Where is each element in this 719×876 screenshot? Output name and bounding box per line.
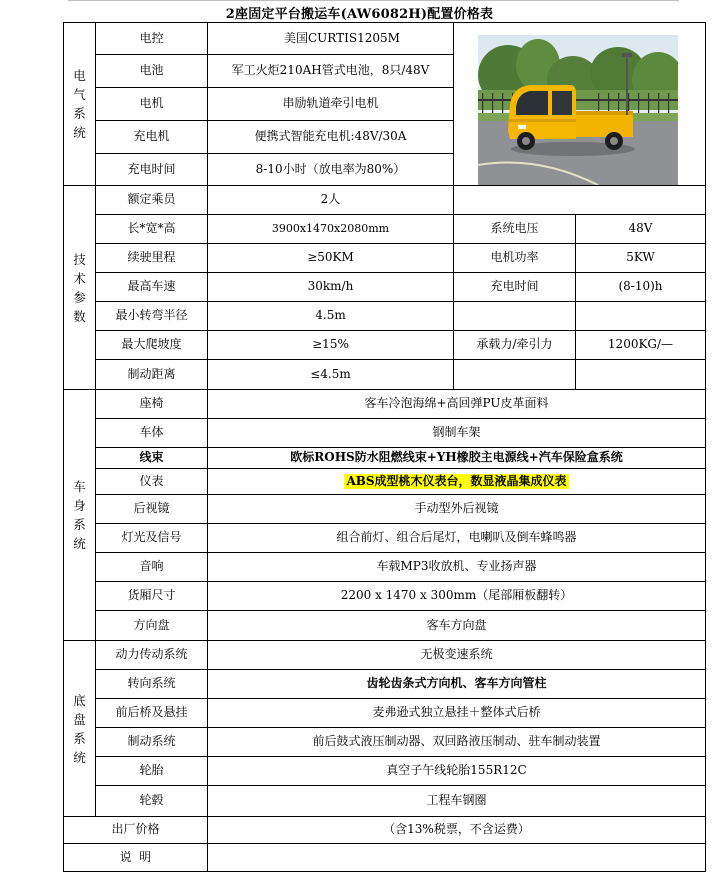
value-instrument-cell bbox=[207, 468, 706, 495]
value-factory-price: （含13%税票，不含运费） bbox=[207, 816, 706, 844]
value-mirror: 手动型外后视镜 bbox=[207, 494, 706, 524]
value-audio: 车载MP3收放机、专业扬声器 bbox=[207, 552, 706, 582]
section-char: 统 bbox=[73, 749, 86, 765]
section-char: 气 bbox=[73, 87, 86, 102]
section-char: 统 bbox=[73, 125, 86, 140]
label-braking-distance: 制动距离 bbox=[95, 359, 208, 390]
section-char: 电 bbox=[73, 68, 86, 83]
label-frame: 车体 bbox=[95, 418, 208, 448]
label-charge-time: 充电时间 bbox=[95, 153, 208, 186]
vehicle-photo bbox=[478, 35, 678, 185]
section-char: 技 bbox=[73, 251, 86, 267]
label-motor-power: 电机功率 bbox=[453, 243, 576, 273]
label-audio: 音响 bbox=[95, 552, 208, 582]
label-lights: 灯光及信号 bbox=[95, 523, 208, 553]
empty-cell bbox=[575, 301, 706, 331]
value-steering-wheel: 客车方向盘 bbox=[207, 610, 706, 641]
label-cargo-size: 货厢尺寸 bbox=[95, 581, 208, 611]
value-turning-radius: 4.5m bbox=[207, 301, 454, 331]
label-battery: 电池 bbox=[95, 54, 208, 88]
label-load-capacity: 承载力/牵引力 bbox=[453, 330, 576, 360]
label-controller: 电控 bbox=[95, 22, 208, 55]
value-range: ≥50KM bbox=[207, 243, 454, 273]
value-charge-time-2: (8-10)h bbox=[575, 272, 706, 302]
value-braking-distance: ≤4.5m bbox=[207, 359, 454, 390]
label-steering-system: 转向系统 bbox=[95, 669, 208, 699]
value-instrument: ABS成型桃木仪表台，数显液晶集成仪表 bbox=[346, 473, 567, 488]
top-rule bbox=[68, 0, 679, 1]
value-rated-passengers: 2人 bbox=[207, 185, 454, 215]
section-body bbox=[63, 389, 96, 641]
section-char: 系 bbox=[73, 106, 86, 121]
section-char: 身 bbox=[73, 498, 86, 513]
section-char: 系 bbox=[73, 517, 86, 532]
section-char: 统 bbox=[73, 536, 86, 551]
section-chassis bbox=[63, 640, 96, 817]
empty-cell bbox=[453, 301, 576, 331]
value-cargo-size: 2200 x 1470 x 300mm（尾部厢板翻转） bbox=[207, 581, 706, 611]
label-wiring: 线束 bbox=[95, 447, 208, 469]
section-char: 系 bbox=[73, 730, 86, 746]
value-system-voltage: 48V bbox=[575, 214, 706, 244]
section-technical bbox=[63, 185, 96, 390]
label-top-speed: 最高车速 bbox=[95, 272, 208, 302]
section-char: 术 bbox=[73, 270, 86, 286]
empty-cell bbox=[453, 185, 706, 215]
label-brake-system: 制动系统 bbox=[95, 727, 208, 757]
label-seat: 座椅 bbox=[95, 389, 208, 419]
value-wheel-hub: 工程车钢圈 bbox=[207, 785, 706, 817]
value-wiring: 欧标ROHS防水阻燃线束+YH橡胶主电源线+汽车保险盒系统 bbox=[207, 447, 706, 469]
value-brake-system: 前后鼓式液压制动器、双回路液压制动、驻车制动装置 bbox=[207, 727, 706, 757]
label-steering-wheel: 方向盘 bbox=[95, 610, 208, 641]
value-controller: 美国CURTIS1205M bbox=[207, 22, 454, 55]
value-load-capacity: 1200KG/— bbox=[575, 330, 706, 360]
value-steering-system: 齿轮齿条式方向机、客车方向管柱 bbox=[207, 669, 706, 699]
value-frame: 钢制车架 bbox=[207, 418, 706, 448]
value-lights: 组合前灯、组合后尾灯，电喇叭及倒车蜂鸣器 bbox=[207, 523, 706, 553]
section-char: 参 bbox=[73, 289, 86, 305]
value-notes bbox=[207, 843, 706, 872]
label-range: 续驶里程 bbox=[95, 243, 208, 273]
label-transmission: 动力传动系统 bbox=[95, 640, 208, 670]
page-title: 2座固定平台搬运车(AW6082H)配置价格表 bbox=[225, 7, 494, 22]
label-turning-radius: 最小转弯半径 bbox=[95, 301, 208, 331]
label-wheel-hub: 轮毂 bbox=[95, 785, 208, 817]
value-motor-power: 5KW bbox=[575, 243, 706, 273]
label-suspension: 前后桥及悬挂 bbox=[95, 698, 208, 728]
label-factory-price: 出厂价格 bbox=[63, 816, 208, 844]
section-char: 盘 bbox=[73, 711, 86, 727]
value-transmission: 无极变速系统 bbox=[207, 640, 706, 670]
label-rated-passengers: 额定乘员 bbox=[95, 185, 208, 215]
section-char: 底 bbox=[73, 692, 86, 708]
label-dimensions: 长*宽*高 bbox=[95, 214, 208, 244]
label-notes: 说 明 bbox=[63, 843, 208, 872]
value-seat: 客车冷泡海绵+高回弹PU皮革面料 bbox=[207, 389, 706, 419]
empty-cell bbox=[453, 359, 576, 390]
value-dimensions: 3900x1470x2080mm bbox=[207, 214, 454, 244]
value-tyre: 真空子午线轮胎155R12C bbox=[207, 756, 706, 786]
label-mirror: 后视镜 bbox=[95, 494, 208, 524]
value-battery: 军工火炬210AH管式电池，8只/48V bbox=[207, 54, 454, 88]
label-motor: 电机 bbox=[95, 87, 208, 121]
label-system-voltage: 系统电压 bbox=[453, 214, 576, 244]
value-top-speed: 30km/h bbox=[207, 272, 454, 302]
value-max-gradient: ≥15% bbox=[207, 330, 454, 360]
value-charge-time: 8-10小时（放电率为80%） bbox=[207, 153, 454, 186]
label-charge-time-2: 充电时间 bbox=[453, 272, 576, 302]
section-char: 车 bbox=[73, 479, 86, 494]
label-charger: 充电机 bbox=[95, 120, 208, 154]
section-char: 数 bbox=[73, 308, 86, 324]
value-suspension: 麦弗逊式独立悬挂＋整体式后桥 bbox=[207, 698, 706, 728]
section-electrical bbox=[63, 22, 96, 186]
label-instrument: 仪表 bbox=[95, 468, 208, 495]
value-charger: 便携式智能充电机:48V/30A bbox=[207, 120, 454, 154]
value-motor: 串励轨道牵引电机 bbox=[207, 87, 454, 121]
label-tyre: 轮胎 bbox=[95, 756, 208, 786]
empty-cell bbox=[575, 359, 706, 390]
label-max-gradient: 最大爬坡度 bbox=[95, 330, 208, 360]
